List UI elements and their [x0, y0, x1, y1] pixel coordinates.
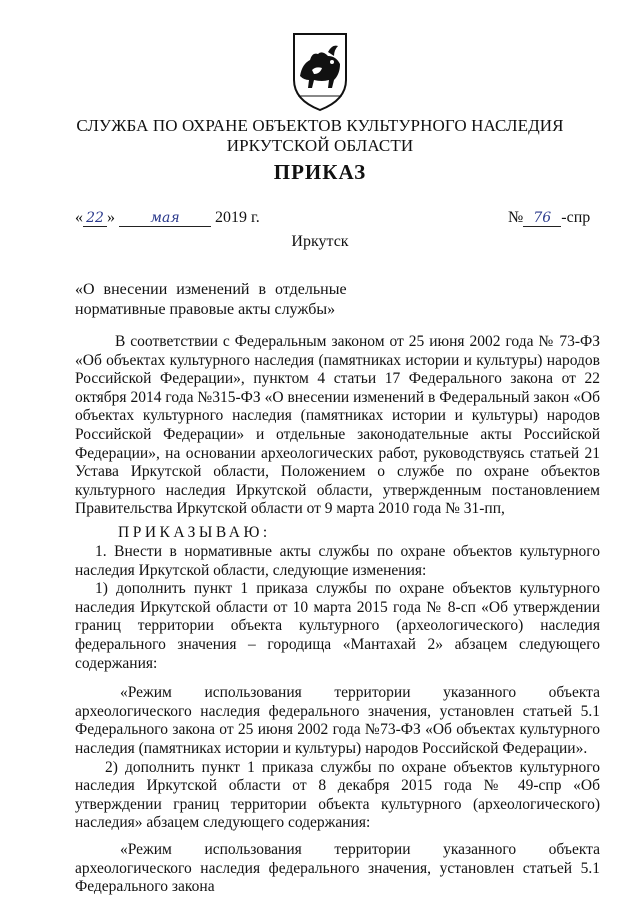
item-1-1: 1) дополнить пункт 1 приказа службы по охране объектов культурного наследия Иркутской области от 10 марта 2015 года № 8-сп «Об утверждении границ территории объекта культурного (археологического) наследия федерального значения – городища «Мантахай 2» абзацем следующего содержания: [75, 580, 600, 672]
preamble [75, 333, 600, 519]
irkutsk-coat-of-arms-icon [288, 30, 352, 114]
order-directive: ПРИКАЗЫВАЮ: [118, 524, 271, 541]
number-prefix: № [508, 209, 524, 226]
subject-line1: «О внесении изменений в отдельные [75, 281, 347, 298]
number-suffix: -спр [561, 209, 591, 226]
document-title: ПРИКАЗ [273, 160, 367, 184]
agency-name-line1: СЛУЖБА ПО ОХРАНЕ ОБЪЕКТОВ КУЛЬТУРНОГО НАСЛЕДИЯ [76, 116, 564, 135]
item-1-1-quote: «Режим использования территории указанного объекта археологического наследия федерального значения, установлен статьей 5.1 Федерального закона от 25 июня 2002 года №73-ФЗ «Об объектах культурного наследия (памятниках истории и культуры) народов Российской Федерации». [75, 684, 600, 757]
date-year: 2019 г. [215, 209, 260, 226]
preamble-text: В соответствии с Федеральным законом от 25 июня 2002 года № 73-ФЗ «Об объектах культурного наследия (памятниках истории и культуры) народов Российской Федерации», пунктом 4 статьи 17 Федерального закона от 22 октября 2014 года №315-ФЗ «О внесении изменений в Федеральный закон «Об объектах культурного наследия (памятниках истории и культуры) народов Российской Федерации» и отдельные законодательные акты Российской Федерации», на основании археологических работ, руководствуясь статьей 21 Устава Иркутской области, Положением о службе по охране объектов культурного наследия Иркутской области, утвержденным постановлением Правительства Иркутской области от 9 марта 2010 года № 31-пп, [75, 333, 600, 518]
agency-name-line2: ИРКУТСКОЙ ОБЛАСТИ [226, 136, 414, 155]
item-1-2: 2) дополнить пункт 1 приказа службы по охране объектов культурного наследия Иркутской области от 8 декабря 2015 года № 49-спр «Об утверждении границ территории объекта культурного (археологического) наследия» абзацем следующего содержания: [75, 758, 600, 832]
item-1: 1. Внести в нормативные акты службы по охране объектов культурного наследия Иркутской области, следующие изменения: [75, 543, 600, 579]
date-month: мая [119, 210, 211, 227]
date-day: 22 [83, 210, 107, 227]
date-open-quote: « [75, 209, 83, 226]
date-close-quote: » [107, 209, 115, 226]
item-1-2-quote: «Режим использования территории указанного объекта археологического наследия федерального значения, установлен статьей 5.1 Федерального закона [75, 840, 600, 896]
order-subject [75, 280, 395, 320]
order-items [75, 543, 600, 897]
city: Иркутск [291, 233, 349, 250]
order-date [75, 209, 260, 231]
subject-line2: нормативные правовые акты службы» [75, 301, 336, 318]
number-value: 76 [523, 210, 561, 227]
order-number [508, 209, 590, 227]
